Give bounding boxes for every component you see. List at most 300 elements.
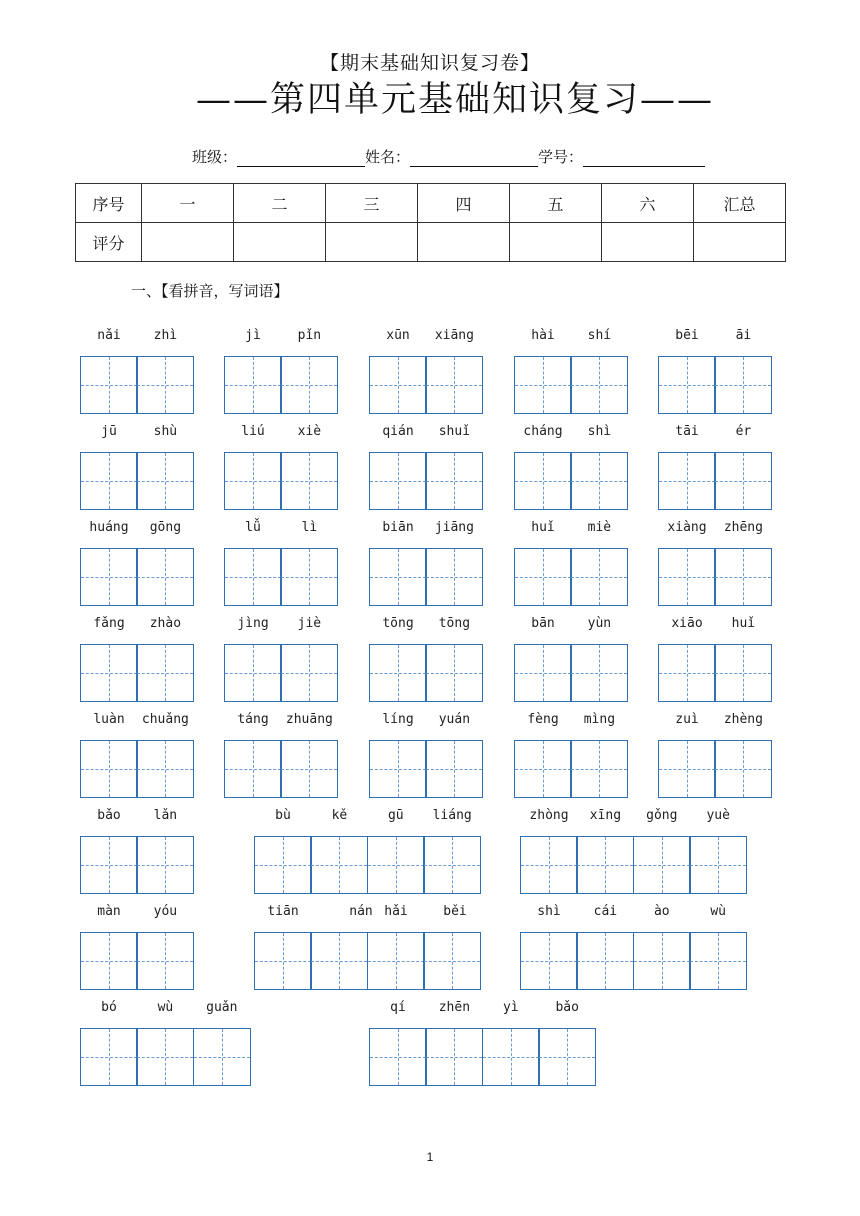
character-writing-box[interactable] [224,356,282,414]
box-guide-vertical [283,933,284,989]
character-writing-box[interactable] [369,452,427,510]
box-guide-vertical [165,933,166,989]
pinyin-syllable: shuǐ [438,424,471,439]
character-box-row [514,548,628,606]
word-group [520,808,747,894]
character-box-row [224,740,338,798]
character-writing-box[interactable] [80,548,138,606]
character-box-row [224,452,338,510]
pinyin-syllable: qí [390,1000,406,1015]
pinyin-syllable: pǐn [297,328,322,343]
character-writing-box[interactable] [576,836,634,894]
character-box-row [658,740,772,798]
box-guide-vertical [743,549,744,605]
word-group [254,808,481,894]
pinyin-syllable: nán [349,904,373,919]
box-guide-vertical [165,1029,166,1085]
pinyin-syllable: huǐ [731,616,756,631]
word-group [658,424,772,510]
pinyin-syllable: yuán [438,712,471,727]
box-guide-vertical [567,1029,568,1085]
box-guide-vertical [165,645,166,701]
character-writing-box[interactable] [369,548,427,606]
character-box-row [80,1028,251,1086]
character-writing-box[interactable] [136,932,194,990]
character-writing-box[interactable] [658,452,716,510]
pinyin-syllable: chuǎng [141,712,189,727]
character-writing-box[interactable] [570,644,628,702]
box-guide-vertical [662,837,663,893]
character-box-row [254,836,481,894]
box-guide-vertical [605,933,606,989]
box-guide-vertical [718,837,719,893]
character-box-row [658,356,772,414]
character-writing-box[interactable] [658,548,716,606]
box-guide-vertical [109,549,110,605]
pinyin-syllable: zuì [675,712,699,727]
score-header-cell: 一 [142,184,234,223]
pinyin-syllable: xūn [386,328,410,343]
word-group [369,712,483,798]
character-writing-box[interactable] [714,644,772,702]
character-writing-box[interactable] [136,548,194,606]
class-label: 班级： [192,148,238,166]
character-writing-box[interactable] [254,932,312,990]
pinyin-syllable: shí [587,328,612,343]
character-writing-box[interactable] [425,452,483,510]
character-writing-box[interactable] [658,644,716,702]
character-writing-box[interactable] [369,356,427,414]
character-writing-box[interactable] [224,644,282,702]
character-writing-box[interactable] [576,932,634,990]
word-group [80,616,194,702]
pinyin-syllable: xiàng [667,520,707,535]
character-writing-box[interactable] [224,452,282,510]
pinyin-syllable: xīng [589,808,622,823]
pinyin-syllable: táng [237,712,269,727]
pinyin-syllable: xiāng [434,328,474,343]
pinyin-syllable: qián [382,424,414,439]
pinyin-syllable: huǐ [531,520,555,535]
character-box-row [369,548,483,606]
character-writing-box[interactable] [310,836,368,894]
pinyin-row [514,520,628,542]
box-guide-vertical [339,837,340,893]
character-writing-box[interactable] [714,548,772,606]
character-writing-box[interactable] [280,356,338,414]
box-guide-vertical [687,741,688,797]
character-writing-box[interactable] [80,452,138,510]
character-writing-box[interactable] [80,1028,138,1086]
pinyin-row [369,424,483,446]
character-writing-box[interactable] [425,1028,483,1086]
pinyin-row [80,904,194,926]
pinyin-row [369,616,483,638]
pinyin-syllable: bù [275,808,291,823]
character-box-row [514,452,628,510]
pinyin-row [224,424,338,446]
word-group [369,616,483,702]
character-writing-box[interactable] [280,740,338,798]
page-number: 1 [426,1150,434,1164]
character-writing-box[interactable] [254,836,312,894]
pinyin-row [369,712,483,734]
character-writing-box[interactable] [80,932,138,990]
pinyin-syllable: lǎn [153,808,178,823]
box-guide-vertical [165,549,166,605]
character-writing-box[interactable] [514,644,572,702]
score-header-cell: 二 [234,184,326,223]
character-writing-box[interactable] [514,452,572,510]
character-writing-box[interactable] [689,932,747,990]
score-table [75,183,786,262]
score-row-label: 评分 [76,223,142,262]
word-group [514,616,628,702]
pinyin-syllable: luàn [93,712,125,727]
pinyin-syllable: nǎi [97,328,121,343]
pinyin-syllable: gǒng [646,808,678,823]
pinyin-row [80,520,194,542]
pinyin-syllable: ào [653,904,670,919]
word-group [514,712,628,798]
word-group [520,904,747,990]
box-guide-vertical [253,549,254,605]
pinyin-row [658,424,772,446]
character-writing-box[interactable] [425,548,483,606]
pinyin-syllable: tōng [438,616,471,631]
pinyin-syllable: jiè [297,616,322,631]
box-guide-vertical [452,933,453,989]
pinyin-syllable: shì [537,904,561,919]
pinyin-syllable: zhòng [529,808,569,823]
character-writing-box[interactable] [714,740,772,798]
score-cell[interactable] [234,223,326,262]
score-cell[interactable] [602,223,694,262]
character-box-row [224,356,338,414]
pinyin-syllable: āi [735,328,752,343]
pinyin-row [224,520,338,542]
character-writing-box[interactable] [633,836,691,894]
section-1-title: 一、【看拼音，写词语】 [131,282,289,300]
box-guide-vertical [398,1029,399,1085]
character-writing-box[interactable] [514,548,572,606]
box-guide-vertical [743,741,744,797]
character-box-row [80,740,194,798]
box-guide-vertical [543,357,544,413]
box-guide-vertical [222,1029,223,1085]
word-group [369,520,483,606]
pinyin-syllable: xiè [297,424,322,439]
pinyin-syllable: bǎo [555,1000,579,1015]
character-writing-box[interactable] [369,740,427,798]
character-box-row [80,452,194,510]
character-writing-box[interactable] [80,644,138,702]
pinyin-syllable: fèng [527,712,559,727]
box-guide-vertical [549,837,550,893]
box-guide-vertical [687,549,688,605]
character-box-row [80,548,194,606]
score-cell[interactable] [418,223,510,262]
box-guide-vertical [398,549,399,605]
pinyin-syllable: zhēng [723,520,763,535]
score-cell[interactable] [142,223,234,262]
word-group [658,616,772,702]
box-guide-vertical [165,357,166,413]
character-box-row [520,932,747,990]
pinyin-syllable: tiān [267,904,299,919]
character-box-row [658,452,772,510]
word-group [224,616,338,702]
pinyin-syllable: zhì [153,328,178,343]
word-group [80,424,194,510]
box-guide-vertical [309,453,310,509]
pinyin-syllable: jìng [237,616,269,631]
pinyin-syllable: yuè [706,808,730,823]
box-guide-vertical [599,741,600,797]
character-writing-box[interactable] [280,644,338,702]
name-label: 姓名： [365,148,411,166]
box-guide-vertical [253,645,254,701]
pinyin-syllable: ér [735,424,752,439]
character-writing-box[interactable] [136,452,194,510]
character-writing-box[interactable] [310,932,368,990]
word-group [80,1000,251,1086]
score-header-cell: 六 [602,184,694,223]
word-group [224,520,338,606]
pinyin-syllable: zhào [149,616,182,631]
character-writing-box[interactable] [658,740,716,798]
pinyin-row [224,712,338,734]
character-writing-box[interactable] [136,836,194,894]
box-guide-vertical [398,453,399,509]
box-guide-vertical [454,549,455,605]
pinyin-row [514,712,628,734]
character-writing-box[interactable] [425,740,483,798]
box-guide-vertical [599,357,600,413]
character-box-row [224,644,338,702]
character-writing-box[interactable] [280,452,338,510]
word-group [369,1000,596,1086]
box-guide-vertical [454,741,455,797]
pinyin-syllable: hài [531,328,555,343]
character-writing-box[interactable] [369,644,427,702]
box-guide-vertical [396,933,397,989]
character-writing-box[interactable] [224,740,282,798]
pinyin-syllable: běi [443,904,467,919]
character-writing-box[interactable] [482,1028,540,1086]
pinyin-syllable: hǎi [384,904,408,919]
character-writing-box[interactable] [570,452,628,510]
box-guide-vertical [687,357,688,413]
word-group [224,424,338,510]
pinyin-row [224,616,338,638]
pinyin-syllable: miè [587,520,612,535]
character-writing-box[interactable] [514,740,572,798]
box-guide-vertical [398,645,399,701]
box-guide-vertical [549,933,550,989]
character-writing-box[interactable] [367,836,425,894]
character-writing-box[interactable] [689,836,747,894]
pinyin-syllable: liáng [432,808,472,823]
box-guide-vertical [599,549,600,605]
score-header-cell: 四 [418,184,510,223]
box-guide-vertical [309,549,310,605]
pinyin-syllable: zhèng [723,712,763,727]
character-box-row [369,356,483,414]
box-guide-vertical [452,837,453,893]
pinyin-row [520,808,747,830]
pinyin-row [520,904,747,926]
character-writing-box[interactable] [280,548,338,606]
student-info-line [192,146,705,167]
pinyin-row [658,520,772,542]
box-guide-vertical [165,453,166,509]
box-guide-vertical [454,1029,455,1085]
paper-subtitle: 【期末基础知识复习卷】 [319,52,540,74]
pinyin-syllable: jiāng [434,520,474,535]
word-group [224,712,338,798]
box-guide-vertical [511,1029,512,1085]
pinyin-row [369,520,483,542]
pinyin-row [80,424,194,446]
character-box-row [224,548,338,606]
character-box-row [369,740,483,798]
box-guide-vertical [543,549,544,605]
pinyin-row [80,328,194,350]
character-box-row [80,644,194,702]
character-writing-box[interactable] [425,356,483,414]
character-box-row [80,932,194,990]
character-writing-box[interactable] [714,452,772,510]
character-writing-box[interactable] [423,836,481,894]
box-guide-vertical [398,357,399,413]
character-writing-box[interactable] [425,644,483,702]
word-group [254,904,481,990]
character-writing-box[interactable] [658,356,716,414]
pinyin-syllable: zhēn [438,1000,471,1015]
character-box-row [80,356,194,414]
pinyin-row [658,616,772,638]
box-guide-vertical [605,837,606,893]
score-header-cell: 五 [510,184,602,223]
pinyin-syllable: yóu [153,904,178,919]
character-box-row [514,740,628,798]
character-box-row [514,356,628,414]
word-group [658,712,772,798]
character-writing-box[interactable] [193,1028,251,1086]
character-writing-box[interactable] [136,1028,194,1086]
character-box-row [520,836,747,894]
pinyin-syllable: shù [153,424,178,439]
word-group [369,424,483,510]
character-box-row [658,548,772,606]
pinyin-syllable: jì [245,328,261,343]
character-writing-box[interactable] [80,740,138,798]
pinyin-syllable: fǎng [93,616,125,631]
pinyin-syllable: xiāo [671,616,703,631]
character-writing-box[interactable] [423,932,481,990]
pinyin-syllable: cháng [523,424,563,439]
character-writing-box[interactable] [80,356,138,414]
word-group [658,520,772,606]
score-table-header-row [76,184,786,223]
character-writing-box[interactable] [633,932,691,990]
pinyin-syllable: jū [101,424,117,439]
pinyin-syllable: bǎo [97,808,121,823]
character-writing-box[interactable] [520,932,578,990]
pinyin-syllable: cái [593,904,618,919]
word-group [80,520,194,606]
id-label: 学号： [538,148,584,166]
box-guide-vertical [253,357,254,413]
word-group [80,808,194,894]
character-writing-box[interactable] [520,836,578,894]
box-guide-vertical [165,837,166,893]
character-writing-box[interactable] [136,356,194,414]
pinyin-row [658,328,772,350]
box-guide-vertical [543,645,544,701]
character-box-row [514,644,628,702]
pinyin-syllable: gōng [149,520,182,535]
word-group [224,328,338,414]
pinyin-row [658,712,772,734]
box-guide-vertical [109,741,110,797]
character-writing-box[interactable] [367,932,425,990]
box-guide-vertical [339,933,340,989]
box-guide-vertical [599,453,600,509]
score-cell[interactable] [694,223,786,262]
pinyin-syllable: liú [241,424,265,439]
score-cell[interactable] [510,223,602,262]
pinyin-syllable: bó [101,1000,117,1015]
pinyin-syllable: tāi [675,424,699,439]
pinyin-row [254,808,481,830]
pinyin-syllable: shì [587,424,612,439]
box-guide-vertical [743,645,744,701]
box-guide-vertical [309,645,310,701]
character-writing-box[interactable] [570,740,628,798]
character-writing-box[interactable] [570,548,628,606]
character-writing-box[interactable] [538,1028,596,1086]
character-writing-box[interactable] [514,356,572,414]
word-group [369,328,483,414]
character-box-row [369,452,483,510]
character-writing-box[interactable] [80,836,138,894]
word-group [514,520,628,606]
pinyin-syllable: bēi [675,328,699,343]
box-guide-vertical [743,453,744,509]
pinyin-syllable: gū [387,808,404,823]
pinyin-syllable: lǚ [245,520,261,535]
character-writing-box[interactable] [136,740,194,798]
box-guide-vertical [454,453,455,509]
character-writing-box[interactable] [714,356,772,414]
pinyin-syllable: huáng [89,520,129,535]
box-guide-vertical [687,645,688,701]
character-writing-box[interactable] [369,1028,427,1086]
pinyin-row [80,712,194,734]
character-writing-box[interactable] [136,644,194,702]
pinyin-syllable: tōng [382,616,414,631]
word-group [80,904,194,990]
pinyin-row [514,616,628,638]
score-cell[interactable] [326,223,418,262]
character-writing-box[interactable] [224,548,282,606]
box-guide-vertical [109,837,110,893]
box-guide-vertical [165,741,166,797]
character-writing-box[interactable] [570,356,628,414]
box-guide-vertical [109,933,110,989]
